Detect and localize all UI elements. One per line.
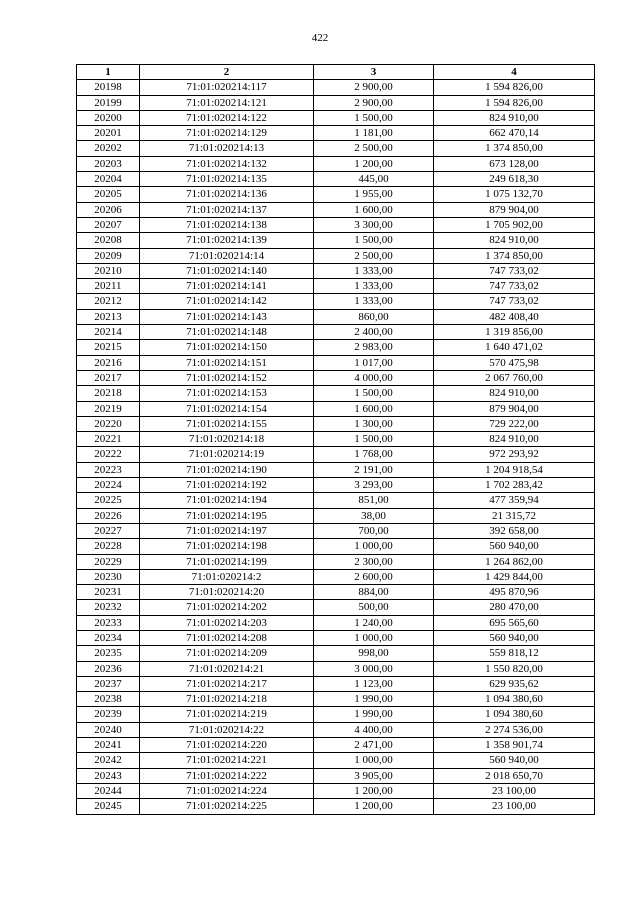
row-number-cell: 20236 bbox=[77, 661, 140, 676]
table-row bbox=[77, 646, 595, 661]
table-row bbox=[77, 783, 595, 798]
row-number-cell: 20218 bbox=[77, 386, 140, 401]
area-cell: 1 955,00 bbox=[314, 187, 434, 202]
cadastral-value-cell: 879 904,00 bbox=[434, 401, 595, 416]
table-row bbox=[77, 554, 595, 569]
area-cell: 700,00 bbox=[314, 523, 434, 538]
area-cell: 1 200,00 bbox=[314, 156, 434, 171]
row-number-cell: 20225 bbox=[77, 493, 140, 508]
cadastral-number-cell: 71:01:020214:138 bbox=[140, 217, 314, 232]
cadastral-value-cell: 482 408,40 bbox=[434, 309, 595, 324]
row-number-cell: 20244 bbox=[77, 783, 140, 798]
cadastral-number-cell: 71:01:020214:192 bbox=[140, 478, 314, 493]
table-row bbox=[77, 263, 595, 278]
cadastral-value-cell: 824 910,00 bbox=[434, 432, 595, 447]
row-number-cell: 20237 bbox=[77, 676, 140, 691]
area-cell: 1 181,00 bbox=[314, 126, 434, 141]
table-row bbox=[77, 233, 595, 248]
table-row bbox=[77, 600, 595, 615]
row-number-cell: 20226 bbox=[77, 508, 140, 523]
table-row bbox=[77, 156, 595, 171]
table-row bbox=[77, 569, 595, 584]
cadastral-number-cell: 71:01:020214:148 bbox=[140, 325, 314, 340]
table-row bbox=[77, 386, 595, 401]
area-cell: 1 300,00 bbox=[314, 416, 434, 431]
area-cell: 2 191,00 bbox=[314, 462, 434, 477]
column-header-4: 4 bbox=[434, 65, 595, 80]
cadastral-value-cell: 392 658,00 bbox=[434, 523, 595, 538]
cadastral-number-cell: 71:01:020214:208 bbox=[140, 630, 314, 645]
table-row bbox=[77, 416, 595, 431]
row-number-cell: 20208 bbox=[77, 233, 140, 248]
cadastral-value-cell: 729 222,00 bbox=[434, 416, 595, 431]
area-cell: 860,00 bbox=[314, 309, 434, 324]
area-cell: 1 500,00 bbox=[314, 110, 434, 125]
cadastral-value-cell: 972 293,92 bbox=[434, 447, 595, 462]
cadastral-number-cell: 71:01:020214:202 bbox=[140, 600, 314, 615]
table-row bbox=[77, 722, 595, 737]
row-number-cell: 20213 bbox=[77, 309, 140, 324]
cadastral-number-cell: 71:01:020214:152 bbox=[140, 370, 314, 385]
cadastral-value-cell: 560 940,00 bbox=[434, 539, 595, 554]
cadastral-number-cell: 71:01:020214:194 bbox=[140, 493, 314, 508]
cadastral-value-cell: 495 870,96 bbox=[434, 585, 595, 600]
cadastral-number-cell: 71:01:020214:217 bbox=[140, 676, 314, 691]
cadastral-number-cell: 71:01:020214:117 bbox=[140, 80, 314, 95]
cadastral-value-cell: 1 319 856,00 bbox=[434, 325, 595, 340]
area-cell: 2 471,00 bbox=[314, 738, 434, 753]
cadastral-value-cell: 1 550 820,00 bbox=[434, 661, 595, 676]
row-number-cell: 20209 bbox=[77, 248, 140, 263]
row-number-cell: 20206 bbox=[77, 202, 140, 217]
area-cell: 2 983,00 bbox=[314, 340, 434, 355]
cadastral-value-cell: 23 100,00 bbox=[434, 783, 595, 798]
cadastral-number-cell: 71:01:020214:219 bbox=[140, 707, 314, 722]
area-cell: 4 400,00 bbox=[314, 722, 434, 737]
column-header-3: 3 bbox=[314, 65, 434, 80]
cadastral-value-cell: 879 904,00 bbox=[434, 202, 595, 217]
cadastral-number-cell: 71:01:020214:129 bbox=[140, 126, 314, 141]
cadastral-number-cell: 71:01:020214:225 bbox=[140, 799, 314, 814]
table-row bbox=[77, 523, 595, 538]
cadastral-value-cell: 280 470,00 bbox=[434, 600, 595, 615]
cadastral-number-cell: 71:01:020214:151 bbox=[140, 355, 314, 370]
area-cell: 38,00 bbox=[314, 508, 434, 523]
cadastral-value-cell: 23 100,00 bbox=[434, 799, 595, 814]
area-cell: 1 000,00 bbox=[314, 753, 434, 768]
area-cell: 998,00 bbox=[314, 646, 434, 661]
row-number-cell: 20240 bbox=[77, 722, 140, 737]
area-cell: 1 500,00 bbox=[314, 432, 434, 447]
table-row bbox=[77, 432, 595, 447]
cadastral-number-cell: 71:01:020214:22 bbox=[140, 722, 314, 737]
row-number-cell: 20202 bbox=[77, 141, 140, 156]
cadastral-value-cell: 1 594 826,00 bbox=[434, 80, 595, 95]
cadastral-value-cell: 747 733,02 bbox=[434, 279, 595, 294]
cadastral-value-cell: 1 264 862,00 bbox=[434, 554, 595, 569]
area-cell: 851,00 bbox=[314, 493, 434, 508]
table-row bbox=[77, 585, 595, 600]
cadastral-number-cell: 71:01:020214:142 bbox=[140, 294, 314, 309]
cadastral-value-cell: 662 470,14 bbox=[434, 126, 595, 141]
area-cell: 1 768,00 bbox=[314, 447, 434, 462]
row-number-cell: 20228 bbox=[77, 539, 140, 554]
table-row bbox=[77, 370, 595, 385]
table-row bbox=[77, 172, 595, 187]
row-number-cell: 20233 bbox=[77, 615, 140, 630]
area-cell: 1 990,00 bbox=[314, 707, 434, 722]
cadastral-number-cell: 71:01:020214:190 bbox=[140, 462, 314, 477]
table-row bbox=[77, 401, 595, 416]
cadastral-number-cell: 71:01:020214:195 bbox=[140, 508, 314, 523]
cadastral-number-cell: 71:01:020214:137 bbox=[140, 202, 314, 217]
cadastral-value-cell: 1 204 918,54 bbox=[434, 462, 595, 477]
cadastral-number-cell: 71:01:020214:143 bbox=[140, 309, 314, 324]
area-cell: 1 500,00 bbox=[314, 233, 434, 248]
row-number-cell: 20200 bbox=[77, 110, 140, 125]
cadastral-number-cell: 71:01:020214:203 bbox=[140, 615, 314, 630]
area-cell: 445,00 bbox=[314, 172, 434, 187]
cadastral-number-cell: 71:01:020214:132 bbox=[140, 156, 314, 171]
cadastral-value-cell: 1 640 471,02 bbox=[434, 340, 595, 355]
area-cell: 1 000,00 bbox=[314, 630, 434, 645]
table-row bbox=[77, 325, 595, 340]
row-number-cell: 20231 bbox=[77, 585, 140, 600]
area-cell: 1 333,00 bbox=[314, 263, 434, 278]
cadastral-value-cell: 2 067 760,00 bbox=[434, 370, 595, 385]
row-number-cell: 20222 bbox=[77, 447, 140, 462]
area-cell: 4 000,00 bbox=[314, 370, 434, 385]
area-cell: 2 500,00 bbox=[314, 141, 434, 156]
row-number-cell: 20234 bbox=[77, 630, 140, 645]
cadastral-number-cell: 71:01:020214:2 bbox=[140, 569, 314, 584]
cadastral-number-cell: 71:01:020214:18 bbox=[140, 432, 314, 447]
row-number-cell: 20224 bbox=[77, 478, 140, 493]
area-cell: 1 990,00 bbox=[314, 692, 434, 707]
row-number-cell: 20245 bbox=[77, 799, 140, 814]
area-cell: 2 900,00 bbox=[314, 80, 434, 95]
cadastral-value-cell: 747 733,02 bbox=[434, 263, 595, 278]
cadastral-number-cell: 71:01:020214:140 bbox=[140, 263, 314, 278]
cadastral-number-cell: 71:01:020214:121 bbox=[140, 95, 314, 110]
table-row bbox=[77, 355, 595, 370]
cadastral-number-cell: 71:01:020214:141 bbox=[140, 279, 314, 294]
cadastral-number-cell: 71:01:020214:155 bbox=[140, 416, 314, 431]
row-number-cell: 20201 bbox=[77, 126, 140, 141]
cadastral-value-cell: 1 358 901,74 bbox=[434, 738, 595, 753]
table-row bbox=[77, 217, 595, 232]
cadastral-number-cell: 71:01:020214:221 bbox=[140, 753, 314, 768]
cadastral-value-cell: 1 094 380,60 bbox=[434, 692, 595, 707]
row-number-cell: 20229 bbox=[77, 554, 140, 569]
table-header-row bbox=[77, 65, 595, 80]
cadastral-value-cell: 824 910,00 bbox=[434, 110, 595, 125]
table-row bbox=[77, 80, 595, 95]
area-cell: 1 240,00 bbox=[314, 615, 434, 630]
table-row bbox=[77, 309, 595, 324]
row-number-cell: 20227 bbox=[77, 523, 140, 538]
row-number-cell: 20235 bbox=[77, 646, 140, 661]
table-row bbox=[77, 493, 595, 508]
area-cell: 2 500,00 bbox=[314, 248, 434, 263]
table-row bbox=[77, 478, 595, 493]
row-number-cell: 20217 bbox=[77, 370, 140, 385]
cadastral-value-cell: 21 315,72 bbox=[434, 508, 595, 523]
row-number-cell: 20211 bbox=[77, 279, 140, 294]
table-body bbox=[77, 80, 595, 814]
cadastral-number-cell: 71:01:020214:197 bbox=[140, 523, 314, 538]
table-row bbox=[77, 110, 595, 125]
table-row bbox=[77, 126, 595, 141]
table-row bbox=[77, 447, 595, 462]
area-cell: 1 017,00 bbox=[314, 355, 434, 370]
cadastral-number-cell: 71:01:020214:209 bbox=[140, 646, 314, 661]
row-number-cell: 20216 bbox=[77, 355, 140, 370]
column-header-1: 1 bbox=[77, 65, 140, 80]
cadastral-value-cell: 1 094 380,60 bbox=[434, 707, 595, 722]
area-cell: 1 333,00 bbox=[314, 279, 434, 294]
row-number-cell: 20212 bbox=[77, 294, 140, 309]
table-row bbox=[77, 340, 595, 355]
cadastral-number-cell: 71:01:020214:153 bbox=[140, 386, 314, 401]
cadastral-number-cell: 71:01:020214:224 bbox=[140, 783, 314, 798]
cadastral-value-cell: 1 075 132,70 bbox=[434, 187, 595, 202]
table-row bbox=[77, 95, 595, 110]
table-row bbox=[77, 661, 595, 676]
table-row bbox=[77, 187, 595, 202]
cadastral-value-cell: 2 274 536,00 bbox=[434, 722, 595, 737]
table-row bbox=[77, 707, 595, 722]
cadastral-value-cell: 560 940,00 bbox=[434, 753, 595, 768]
cadastral-value-cell: 629 935,62 bbox=[434, 676, 595, 691]
row-number-cell: 20198 bbox=[77, 80, 140, 95]
area-cell: 2 600,00 bbox=[314, 569, 434, 584]
cadastral-number-cell: 71:01:020214:21 bbox=[140, 661, 314, 676]
cadastral-number-cell: 71:01:020214:222 bbox=[140, 768, 314, 783]
cadastral-value-cell: 673 128,00 bbox=[434, 156, 595, 171]
area-cell: 1 000,00 bbox=[314, 539, 434, 554]
row-number-cell: 20219 bbox=[77, 401, 140, 416]
cadastral-value-cell: 695 565,60 bbox=[434, 615, 595, 630]
row-number-cell: 20223 bbox=[77, 462, 140, 477]
table-row bbox=[77, 692, 595, 707]
cadastral-value-cell: 560 940,00 bbox=[434, 630, 595, 645]
area-cell: 2 300,00 bbox=[314, 554, 434, 569]
row-number-cell: 20220 bbox=[77, 416, 140, 431]
area-cell: 1 600,00 bbox=[314, 202, 434, 217]
table-row bbox=[77, 630, 595, 645]
row-number-cell: 20242 bbox=[77, 753, 140, 768]
table-row bbox=[77, 508, 595, 523]
cadastral-number-cell: 71:01:020214:135 bbox=[140, 172, 314, 187]
area-cell: 884,00 bbox=[314, 585, 434, 600]
row-number-cell: 20203 bbox=[77, 156, 140, 171]
area-cell: 1 500,00 bbox=[314, 386, 434, 401]
cadastral-number-cell: 71:01:020214:136 bbox=[140, 187, 314, 202]
cadastral-number-cell: 71:01:020214:154 bbox=[140, 401, 314, 416]
table-row bbox=[77, 141, 595, 156]
cadastral-number-cell: 71:01:020214:13 bbox=[140, 141, 314, 156]
cadastral-number-cell: 71:01:020214:198 bbox=[140, 539, 314, 554]
area-cell: 1 200,00 bbox=[314, 783, 434, 798]
cadastral-value-cell: 570 475,98 bbox=[434, 355, 595, 370]
cadastral-value-cell: 747 733,02 bbox=[434, 294, 595, 309]
cadastral-value-cell: 1 594 826,00 bbox=[434, 95, 595, 110]
cadastral-number-cell: 71:01:020214:218 bbox=[140, 692, 314, 707]
area-cell: 3 905,00 bbox=[314, 768, 434, 783]
area-cell: 2 400,00 bbox=[314, 325, 434, 340]
cadastral-value-table bbox=[76, 64, 595, 815]
row-number-cell: 20230 bbox=[77, 569, 140, 584]
table-row bbox=[77, 753, 595, 768]
row-number-cell: 20221 bbox=[77, 432, 140, 447]
area-cell: 3 000,00 bbox=[314, 661, 434, 676]
cadastral-number-cell: 71:01:020214:20 bbox=[140, 585, 314, 600]
area-cell: 1 333,00 bbox=[314, 294, 434, 309]
table-row bbox=[77, 294, 595, 309]
area-cell: 2 900,00 bbox=[314, 95, 434, 110]
row-number-cell: 20239 bbox=[77, 707, 140, 722]
row-number-cell: 20204 bbox=[77, 172, 140, 187]
row-number-cell: 20241 bbox=[77, 738, 140, 753]
area-cell: 3 300,00 bbox=[314, 217, 434, 232]
area-cell: 3 293,00 bbox=[314, 478, 434, 493]
row-number-cell: 20238 bbox=[77, 692, 140, 707]
cadastral-value-cell: 559 818,12 bbox=[434, 646, 595, 661]
cadastral-number-cell: 71:01:020214:199 bbox=[140, 554, 314, 569]
cadastral-value-cell: 2 018 650,70 bbox=[434, 768, 595, 783]
cadastral-value-cell: 1 374 850,00 bbox=[434, 141, 595, 156]
table-row bbox=[77, 738, 595, 753]
area-cell: 500,00 bbox=[314, 600, 434, 615]
row-number-cell: 20207 bbox=[77, 217, 140, 232]
row-number-cell: 20205 bbox=[77, 187, 140, 202]
table-row bbox=[77, 202, 595, 217]
row-number-cell: 20210 bbox=[77, 263, 140, 278]
row-number-cell: 20215 bbox=[77, 340, 140, 355]
area-cell: 1 123,00 bbox=[314, 676, 434, 691]
row-number-cell: 20232 bbox=[77, 600, 140, 615]
column-header-2: 2 bbox=[140, 65, 314, 80]
cadastral-number-cell: 71:01:020214:139 bbox=[140, 233, 314, 248]
row-number-cell: 20214 bbox=[77, 325, 140, 340]
cadastral-value-cell: 1 429 844,00 bbox=[434, 569, 595, 584]
cadastral-number-cell: 71:01:020214:150 bbox=[140, 340, 314, 355]
table-row bbox=[77, 462, 595, 477]
cadastral-value-cell: 1 374 850,00 bbox=[434, 248, 595, 263]
table-row bbox=[77, 615, 595, 630]
cadastral-number-cell: 71:01:020214:122 bbox=[140, 110, 314, 125]
table-row bbox=[77, 799, 595, 814]
row-number-cell: 20199 bbox=[77, 95, 140, 110]
cadastral-value-cell: 824 910,00 bbox=[434, 233, 595, 248]
cadastral-value-cell: 477 359,94 bbox=[434, 493, 595, 508]
area-cell: 1 600,00 bbox=[314, 401, 434, 416]
cadastral-value-cell: 1 702 283,42 bbox=[434, 478, 595, 493]
table-row bbox=[77, 539, 595, 554]
table-row bbox=[77, 676, 595, 691]
cadastral-number-cell: 71:01:020214:14 bbox=[140, 248, 314, 263]
table-row bbox=[77, 768, 595, 783]
cadastral-number-cell: 71:01:020214:19 bbox=[140, 447, 314, 462]
area-cell: 1 200,00 bbox=[314, 799, 434, 814]
cadastral-value-cell: 1 705 902,00 bbox=[434, 217, 595, 232]
table-row bbox=[77, 248, 595, 263]
row-number-cell: 20243 bbox=[77, 768, 140, 783]
cadastral-number-cell: 71:01:020214:220 bbox=[140, 738, 314, 753]
table-row bbox=[77, 279, 595, 294]
cadastral-value-cell: 249 618,30 bbox=[434, 172, 595, 187]
page-number: 422 bbox=[311, 32, 329, 44]
cadastral-value-cell: 824 910,00 bbox=[434, 386, 595, 401]
